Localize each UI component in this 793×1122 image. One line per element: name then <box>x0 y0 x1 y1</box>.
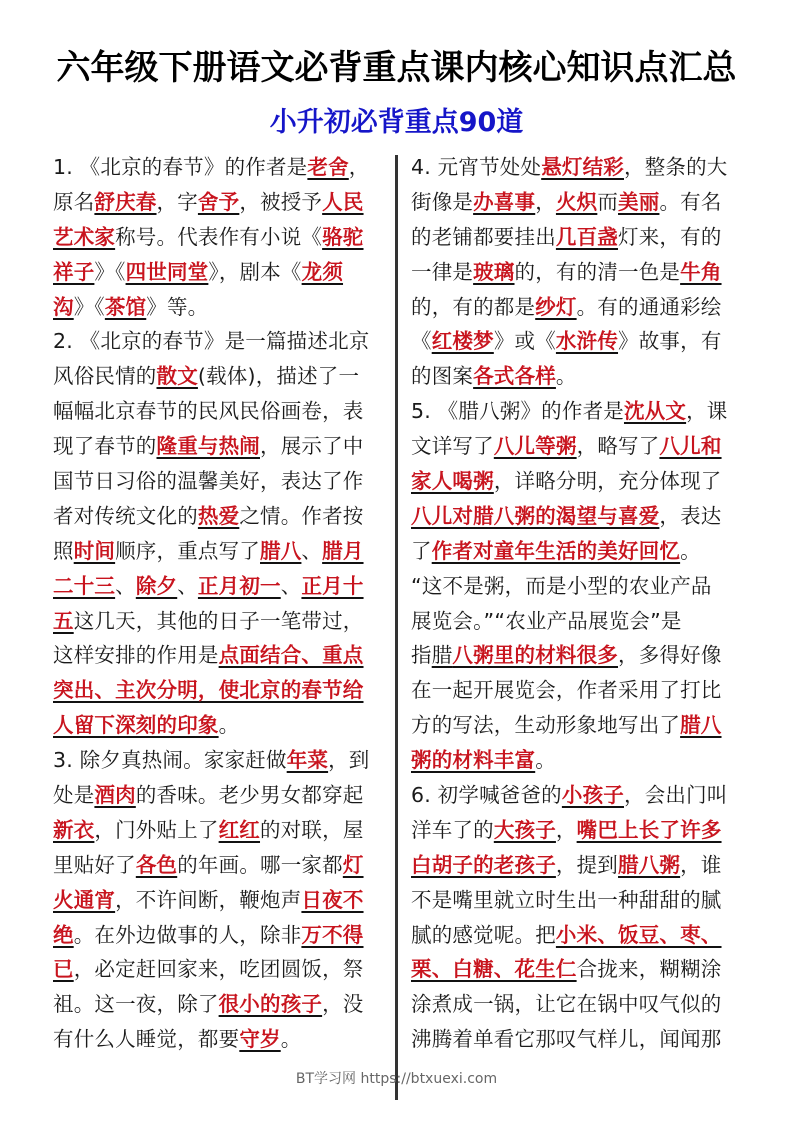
body-text: 。 <box>280 1027 302 1052</box>
body-text: ， <box>348 155 370 179</box>
text-line <box>53 813 385 848</box>
body-text: 一律是 <box>411 259 474 284</box>
text-line <box>411 987 743 1022</box>
key-point-highlight: 白胡子的老孩子 <box>411 852 556 877</box>
text-line <box>53 952 385 987</box>
text-line <box>411 918 743 953</box>
body-text: ，表达 <box>659 503 722 528</box>
body-text: 1. 《北京的春节》的作者是 <box>53 155 308 179</box>
text-line <box>53 848 385 883</box>
body-text: 的香味。老少男女都穿起 <box>135 783 364 808</box>
body-text: 。 <box>218 713 240 738</box>
body-text: 、 <box>280 573 302 598</box>
body-text: 现了春节的 <box>53 434 157 459</box>
body-text: 的图案 <box>411 364 474 389</box>
key-point-highlight: 火通宵 <box>53 887 116 912</box>
text-line <box>411 429 743 464</box>
body-text: 2. 《北京的春节》是一篇描述北京 <box>53 329 370 354</box>
text-line <box>53 883 385 918</box>
text-line <box>53 534 385 569</box>
key-point-highlight: 艺术家 <box>53 224 116 249</box>
text-line <box>53 255 385 290</box>
body-text: 。有名 <box>659 189 722 214</box>
text-line <box>411 324 743 359</box>
body-text: 》《 <box>73 294 105 319</box>
key-point-highlight: 火炽 <box>555 189 598 214</box>
key-point-highlight: 隆重与热闹 <box>156 434 260 459</box>
text-line <box>53 987 385 1022</box>
text-line <box>53 638 385 673</box>
body-text: 称号。代表作有小说《 <box>115 224 323 249</box>
text-line <box>411 464 743 499</box>
body-text: 》或《 <box>493 329 556 354</box>
text-line <box>53 743 385 778</box>
text-line <box>53 324 385 359</box>
key-point-highlight: 很小的孩子 <box>218 992 323 1017</box>
body-text: ，展示了中 <box>260 434 364 459</box>
body-text: 方的写法，生动形象地写出了 <box>411 713 681 738</box>
body-text: 在一起开展览会，作者采用了打比 <box>411 678 722 703</box>
body-text: 洋车了的 <box>411 817 494 842</box>
body-text: ， <box>535 189 556 214</box>
text-line <box>411 499 743 534</box>
key-point-highlight: 散文 <box>156 364 198 389</box>
key-point-highlight: 酒肉 <box>94 783 136 808</box>
text-line <box>53 185 385 220</box>
key-point-highlight: 各色 <box>135 852 178 877</box>
text-line <box>53 220 385 255</box>
body-text: 《 <box>411 329 432 354</box>
body-text: 5. 《腊八粥》的作者是 <box>411 399 624 424</box>
body-text: 而 <box>597 189 619 214</box>
key-point-highlight: 人民 <box>322 189 364 214</box>
key-point-highlight: 龙须 <box>301 259 344 284</box>
text-line <box>411 394 743 429</box>
body-text: 有什么人睡觉，都要 <box>53 1027 240 1052</box>
key-point-highlight: 沈从文 <box>623 399 687 424</box>
body-text: ，提到 <box>555 852 619 877</box>
key-point-highlight: 八粥里的材料很多 <box>452 643 619 668</box>
key-point-highlight: 四世同堂 <box>125 259 209 284</box>
body-text: 的，有的清一色是 <box>514 259 681 284</box>
key-point-highlight: 人留下深刻的印象 <box>53 713 219 738</box>
key-point-highlight: 沟 <box>53 294 74 319</box>
text-line <box>53 394 385 429</box>
key-point-highlight: 几百盏 <box>555 224 619 249</box>
body-text: 6. 初学喊爸爸的 <box>411 783 562 808</box>
body-text: 的对联，屋 <box>260 817 364 842</box>
key-point-highlight: 各式各样 <box>473 364 556 389</box>
key-point-highlight: 粥的材料丰富 <box>411 748 536 773</box>
key-point-highlight: 腊八 <box>260 538 302 563</box>
key-point-highlight: 舒庆春 <box>94 189 157 214</box>
key-point-highlight: 已 <box>53 957 74 982</box>
text-line <box>53 429 385 464</box>
key-point-highlight: 骆驼 <box>322 224 364 249</box>
text-line <box>411 604 743 639</box>
text-line <box>53 1022 385 1057</box>
body-text: 3. 除夕真热闹。家家赶做 <box>53 748 287 773</box>
key-point-highlight: 八儿对腊八粥的渴望与喜爱 <box>411 503 660 528</box>
body-text: ， <box>555 817 577 842</box>
key-point-highlight: 办喜事 <box>473 189 536 214</box>
body-text: 。 <box>555 364 577 389</box>
key-point-highlight: 栗、白糖、花生仁 <box>411 957 577 982</box>
text-line <box>411 220 743 255</box>
body-text: ，多得好像 <box>618 643 722 668</box>
body-text: 者对传统文化的 <box>53 503 198 528</box>
column-divider <box>395 155 398 1100</box>
text-line <box>411 1022 743 1057</box>
body-text: 不是嘴里就立时生出一种甜甜的腻 <box>411 887 722 912</box>
text-line <box>53 499 385 534</box>
key-point-highlight: 老舍 <box>307 155 349 179</box>
body-text: 、 <box>115 573 136 598</box>
text-line <box>411 359 743 394</box>
body-text: 。在外边做事的人，除非 <box>73 922 302 947</box>
key-point-highlight: 二十三 <box>53 573 116 598</box>
body-text: 》《 <box>94 259 126 284</box>
key-point-highlight: 热爱 <box>197 503 240 528</box>
key-point-highlight: 小孩子 <box>561 783 624 808</box>
underlined-text: 腊 <box>431 643 453 668</box>
text-line <box>53 673 385 708</box>
body-text: 的，有的都是 <box>411 294 536 319</box>
key-point-highlight: 水浒传 <box>555 329 619 354</box>
text-line <box>53 778 385 813</box>
body-text: ，会出门叫 <box>624 783 728 808</box>
key-point-highlight: 万不得 <box>301 922 364 947</box>
body-text: 4. 元宵节处处 <box>411 155 542 179</box>
key-point-highlight: 时间 <box>73 538 116 563</box>
key-point-highlight: 新衣 <box>53 817 95 842</box>
text-line <box>53 290 385 325</box>
body-text: ，被授予 <box>239 189 323 214</box>
key-point-highlight: 纱灯 <box>535 294 577 319</box>
body-text: 、 <box>177 573 198 598</box>
body-text: ，略写了 <box>576 434 660 459</box>
body-text: 处是 <box>53 783 95 808</box>
right-column <box>411 150 743 1057</box>
text-line <box>53 708 385 743</box>
key-point-highlight: 红红 <box>218 817 261 842</box>
key-point-highlight: 悬灯结彩 <box>541 155 624 179</box>
body-text: 的老铺都要挂出 <box>411 224 556 249</box>
body-text: 国节日习俗的温馨美好，表达了作 <box>53 469 364 494</box>
body-text: ，课 <box>686 399 728 424</box>
page-title: 六年级下册语文必背重点课内核心知识点汇总 <box>56 48 737 88</box>
body-text: ，必定赶回家来，吃团圆饭，祭 <box>73 957 364 982</box>
key-point-highlight: 小米、饭豆、枣、 <box>555 922 722 947</box>
key-point-highlight: 八儿和 <box>659 434 722 459</box>
text-line <box>53 604 385 639</box>
text-line <box>411 150 743 185</box>
key-point-highlight: 灯 <box>342 852 364 877</box>
key-point-highlight: 点面结合、重点 <box>218 643 364 668</box>
body-text: 照 <box>53 538 74 563</box>
text-line <box>411 778 743 813</box>
body-text: 祖。这一夜，除了 <box>53 992 219 1017</box>
text-line <box>411 743 743 778</box>
body-text: 文详写了 <box>411 434 494 459</box>
key-point-highlight: 突出、主次分明，使北京的春节给 <box>53 678 364 703</box>
body-text: ，详略分明，充分体现了 <box>493 469 722 494</box>
body-text: 了 <box>411 538 432 563</box>
text-line <box>411 708 743 743</box>
key-point-highlight: 腊月 <box>322 538 364 563</box>
key-point-highlight: 大孩子 <box>493 817 556 842</box>
text-line <box>53 359 385 394</box>
body-text: 。有的通通彩绘 <box>576 294 722 319</box>
key-point-highlight: 正月十 <box>301 573 364 598</box>
body-text: ，字 <box>156 189 198 214</box>
key-point-highlight: 玻璃 <box>473 259 515 284</box>
text-line <box>411 255 743 290</box>
footer-watermark: BT学习网 https://btxuexi.com <box>295 1071 498 1087</box>
body-text: 顺序，重点写了 <box>115 538 261 563</box>
body-text: ，门外贴上了 <box>94 817 219 842</box>
body-text: 腻的感觉呢。把 <box>411 922 556 947</box>
body-text: 灯来，有的 <box>618 224 722 249</box>
body-text: 。 <box>535 748 556 773</box>
body-text: ，不许间断，鞭炮声 <box>115 887 302 912</box>
key-point-highlight: 腊八 <box>680 713 722 738</box>
body-text: 这样安排的作用是 <box>53 643 219 668</box>
left-column <box>53 150 385 1057</box>
body-text: ，谁 <box>680 852 722 877</box>
key-point-highlight: 日夜不 <box>301 887 364 912</box>
body-text: 。 <box>680 538 701 563</box>
body-text: 里贴好了 <box>53 852 136 877</box>
body-text: 风俗民情的 <box>53 364 157 389</box>
text-line <box>411 848 743 883</box>
body-text: 》，剧本《 <box>208 259 302 284</box>
body-text: “这不是粥，而是小型的农业产品 <box>411 573 712 598</box>
text-line <box>411 534 743 569</box>
body-text: 之情。作者按 <box>239 503 364 528</box>
key-point-highlight: 作者对童年生活的美好回忆 <box>431 538 681 563</box>
text-line <box>411 952 743 987</box>
key-point-highlight: 守岁 <box>239 1027 281 1052</box>
key-point-highlight: 茶馆 <box>104 294 147 319</box>
body-text: ，到 <box>328 748 370 773</box>
text-line <box>411 185 743 220</box>
body-text: 涂煮成一锅，让它在锅中叹气似的 <box>411 992 722 1017</box>
page-subtitle: 小升初必背重点90道 <box>269 107 524 138</box>
text-line <box>411 673 743 708</box>
text-line <box>411 638 743 673</box>
key-point-highlight: 红楼梦 <box>431 329 494 354</box>
body-text: ，没 <box>322 992 364 1017</box>
key-point-highlight: 舍予 <box>197 189 240 214</box>
key-point-highlight: 五 <box>53 608 74 633</box>
body-text: (载体)，描述了一 <box>197 364 360 389</box>
body-text: 沸腾着单看它那叹气样儿，闻闻那 <box>411 1027 722 1052</box>
key-point-highlight: 八儿等粥 <box>493 434 577 459</box>
body-text: 、 <box>301 538 323 563</box>
body-text: 展览会。”“农业产品展览会”是 <box>411 608 682 633</box>
body-text: 》等。 <box>146 294 209 319</box>
key-point-highlight: 祥子 <box>53 259 95 284</box>
key-point-highlight: 正月初一 <box>197 573 281 598</box>
body-text: 这几天，其他的日子一笔带过， <box>73 608 364 633</box>
text-line <box>411 569 743 604</box>
key-point-highlight: 牛角 <box>680 259 722 284</box>
text-line <box>411 883 743 918</box>
text-line <box>411 813 743 848</box>
key-point-highlight: 美丽 <box>618 189 660 214</box>
key-point-highlight: 绝 <box>53 922 74 947</box>
text-line <box>53 918 385 953</box>
key-point-highlight: 除夕 <box>135 573 178 598</box>
body-text: 原名 <box>53 189 95 214</box>
body-text: 指 <box>411 643 432 668</box>
body-text: 》故事，有 <box>618 329 722 354</box>
body-text: 幅幅北京春节的民风民俗画卷，表 <box>53 399 364 424</box>
key-point-highlight: 腊八粥 <box>618 852 681 877</box>
text-line <box>53 569 385 604</box>
key-point-highlight: 家人喝粥 <box>411 469 494 494</box>
key-point-highlight: 嘴巴上长了许多 <box>576 817 722 842</box>
body-text: 的年画。哪一家都 <box>177 852 343 877</box>
key-point-highlight: 年菜 <box>286 748 329 773</box>
text-line <box>53 464 385 499</box>
body-text: 街像是 <box>411 189 474 214</box>
body-text: ，整条的大 <box>624 155 728 179</box>
text-line <box>53 150 385 185</box>
text-line <box>411 290 743 325</box>
body-text: 合拢来，糊糊涂 <box>576 957 722 982</box>
